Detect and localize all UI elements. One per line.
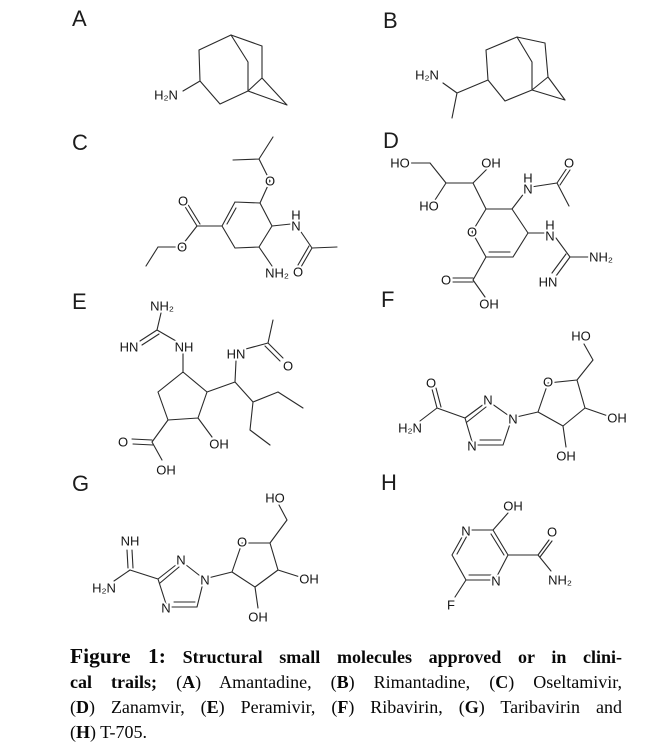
molecule-rimantadine <box>360 0 665 130</box>
atom-label-amide-HN: HN <box>226 346 246 362</box>
caption-segment: ( <box>70 722 76 742</box>
molecule-amantadine <box>60 0 360 130</box>
atom-label-amide-N: N <box>523 181 533 197</box>
caption-segment: F <box>337 697 349 717</box>
caption-segment: D <box>76 697 89 717</box>
atom-label-amide-O: O <box>282 358 294 374</box>
molecule-t705 <box>380 470 665 640</box>
bond-lines <box>443 37 565 118</box>
atom-label-amine: H₂N <box>154 87 178 103</box>
bond-lines <box>420 344 608 447</box>
caption-line <box>70 670 622 695</box>
caption-segment: B <box>336 672 349 692</box>
atom-label-acid-O: O <box>440 272 452 288</box>
atom-label-OH: OH <box>556 448 576 464</box>
caption-line <box>70 720 622 745</box>
caption-segment: Structural small molecules approved or in clini- <box>165 647 622 667</box>
atom-label-HN: HN <box>119 339 139 355</box>
caption-segment: ( <box>458 697 465 717</box>
atom-label-ether-O: O <box>264 173 276 189</box>
panel-label-a: A <box>72 6 87 31</box>
caption-segment: ) T-705. <box>90 722 148 742</box>
caption-segment: ) Rimantadine, <box>348 672 490 692</box>
molecule-ribavirin <box>360 287 665 480</box>
caption-segment: ) Amantadine, <box>195 672 331 692</box>
atom-label-amide-O: O <box>425 375 437 391</box>
atom-label-N4: N <box>491 573 501 589</box>
atom-label-H2N: H₂N <box>398 420 422 436</box>
caption-segment: ( <box>176 672 183 692</box>
atom-label-carbonyl-O: O <box>177 193 189 209</box>
caption-segment: G <box>464 697 479 717</box>
atom-label-HO: HO <box>571 328 591 344</box>
caption-segment: ) Taribavirin and <box>478 697 622 717</box>
atom-label-N4: N <box>161 600 171 616</box>
caption-segment: ( <box>330 672 337 692</box>
atom-label-OH: OH <box>481 155 501 171</box>
panel-label-g: G <box>72 471 90 496</box>
bond-lines <box>183 35 287 105</box>
atom-label-N1: N <box>461 523 471 539</box>
caption-segment: ) Ribavirin, <box>348 697 459 717</box>
caption-segment: cal trails; <box>70 672 177 692</box>
atom-label-guanidine-N: N <box>545 228 555 244</box>
panel-label-b: B <box>383 8 398 33</box>
caption-segment: ( <box>489 672 496 692</box>
molecule-peramivir <box>60 290 360 480</box>
atom-label-HO: HO <box>390 155 410 171</box>
caption-segment: ) Zanamvir, <box>89 697 201 717</box>
caption-segment: E <box>206 697 219 717</box>
atom-label-NH2: NH₂ <box>150 298 174 314</box>
atom-label-N2: N <box>176 552 186 568</box>
caption-segment: ) Oseltamivir, <box>508 672 622 692</box>
atom-label-acid-OH: OH <box>479 296 499 312</box>
atom-label-NH: NH <box>174 339 194 355</box>
atom-label-NH2: NH₂ <box>548 572 572 588</box>
atom-label-amide-H: H <box>291 207 301 223</box>
atom-label-N4: N <box>467 438 477 454</box>
atom-label-OH: OH <box>607 410 627 426</box>
atom-label-F: F <box>447 597 455 613</box>
atom-label-N1: N <box>200 572 210 588</box>
caption-segment: ( <box>331 697 338 717</box>
caption-segment: ( <box>200 697 207 717</box>
molecule-oseltamivir <box>60 130 360 290</box>
atom-label-amide-O: O <box>292 264 304 280</box>
atom-label-amine: NH₂ <box>265 265 289 281</box>
atom-label-N2: N <box>483 392 493 408</box>
atom-label-OH: OH <box>503 498 523 514</box>
atom-label-ring-O: O <box>466 224 478 240</box>
atom-label-HO: HO <box>419 198 439 214</box>
atom-label-amide-N: N <box>291 218 301 234</box>
caption-segment: ) Peramivir, <box>218 697 332 717</box>
atom-label-amide-H: H <box>523 170 533 186</box>
atom-label-acid-O: O <box>117 434 129 450</box>
caption-segment: Figure 1: <box>70 644 166 668</box>
atom-label-N1: N <box>508 411 518 427</box>
bond-lines <box>408 163 591 297</box>
atom-label-amide-O: O <box>546 524 558 540</box>
atom-label-ring-OH: OH <box>209 436 229 452</box>
atom-label-amide-O: O <box>563 155 575 171</box>
atom-label-ring-O: O <box>236 534 248 550</box>
panel-label-c: C <box>72 130 88 155</box>
bond-lines <box>146 137 337 267</box>
caption-segment: H <box>76 722 91 742</box>
panel-label-e: E <box>72 289 87 314</box>
atom-label-NH2: NH₂ <box>589 249 613 265</box>
atom-label-ring-O: O <box>542 374 554 390</box>
caption-segment: A <box>182 672 196 692</box>
caption-line <box>70 695 622 720</box>
atom-label-amine: H₂N <box>415 67 439 83</box>
caption-segment: C <box>495 672 509 692</box>
figure-caption <box>70 644 622 745</box>
atom-label-NH: NH <box>120 533 140 549</box>
atom-label-guanidine-H: H <box>545 217 555 233</box>
panel-label-f: F <box>381 287 395 312</box>
molecule-taribavirin <box>60 470 360 640</box>
caption-line <box>70 644 622 670</box>
atom-label-OH: OH <box>248 609 268 625</box>
molecule-zanamivir <box>360 130 665 315</box>
bond-lines <box>114 505 300 608</box>
panel-label-d: D <box>383 128 399 153</box>
atom-label-HO: HO <box>265 490 285 506</box>
panel-label-h: H <box>381 470 397 495</box>
atom-label-H2N: H₂N <box>92 580 116 596</box>
atom-label-OH: OH <box>299 571 319 587</box>
atom-label-acid-OH: OH <box>156 462 176 478</box>
caption-segment: ( <box>70 697 76 717</box>
atom-label-ester-O: O <box>176 239 188 255</box>
atom-label-HN: HN <box>538 274 558 290</box>
